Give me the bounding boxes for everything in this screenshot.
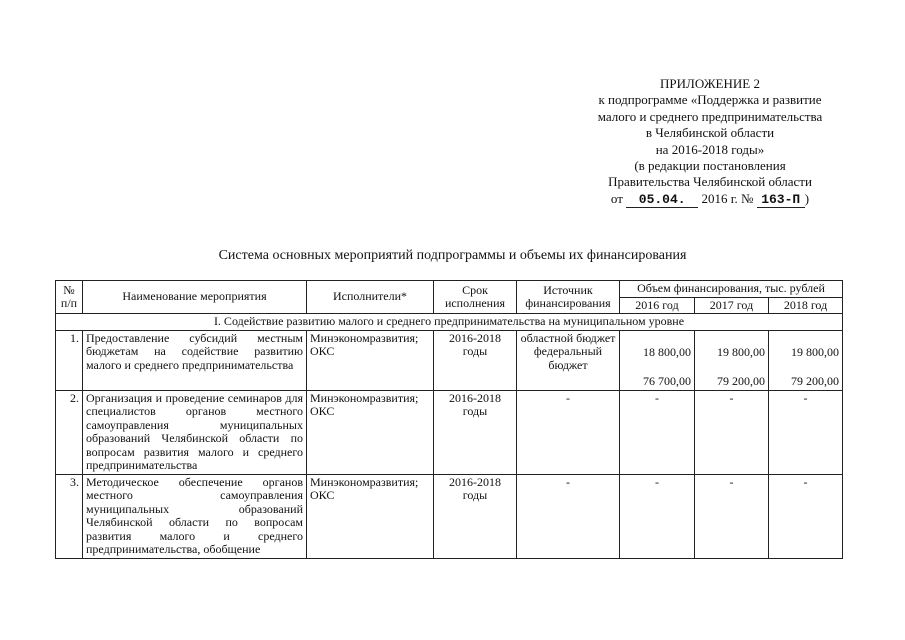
row-source [517,330,620,390]
row-source: - [517,390,620,474]
row-2017 [695,330,769,390]
col-header-source: Источник финансирования [517,281,620,314]
col-header-name: Наименование мероприятия [83,281,307,314]
row-2016-regional: 18 800,00 [643,344,691,359]
col-header-2016: 2016 год [620,297,695,314]
appendix-line-1: ПРИЛОЖЕНИЕ 2 [660,76,760,91]
row-term: 2016-2018 годы [434,330,517,390]
col-header-2017: 2017 год [695,297,769,314]
appendix-line-7: Правительства Челябинской области [608,174,812,190]
row-term: 2016-2018 годы [434,474,517,558]
closing-paren: ) [804,190,810,206]
table-row [56,474,843,558]
table-row [56,330,843,390]
col-header-volume: Объем финансирования, тыс. рублей [620,281,843,298]
resolution-year: 2016 г. № [701,190,754,206]
appendix-line-5: на 2016-2018 годы» [655,141,765,157]
row-source: - [517,474,620,558]
table-row [56,390,843,474]
row-2018 [769,330,843,390]
document-title: Система основных мероприятий подпрограммы и объемы их финансирования [218,248,687,263]
row-executors: Минэкономразвития; ОКС [307,330,434,390]
row-source-federal: федеральный бюджет [533,344,603,372]
measures-table [55,280,843,559]
section-title: I. Содействие развитию малого и среднего предпринимательства на муниципальном уровне [56,314,843,331]
row-name: Методическое обеспечение органов местного самоуправления муниципальных образований Челябинской области по вопросам развития малого и среднего предпринимательства, обобщение [83,474,307,558]
row-2016-federal: 76 700,00 [643,374,691,388]
resolution-date-line [560,191,860,208]
appendix-line-2: к подпрограмме «Поддержка и развитие [598,92,822,108]
row-2018: - [769,390,843,474]
appendix-header [560,76,860,208]
row-term: 2016-2018 годы [434,390,517,474]
row-executors: Минэкономразвития; ОКС [307,474,434,558]
col-header-term: Срок исполнения [434,281,517,314]
row-executors: Минэкономразвития; ОКС [307,390,434,474]
appendix-line-4: в Челябинской области [645,125,775,141]
resolution-number-stamp: 163-П [761,191,801,207]
header-row-1 [56,281,843,298]
row-2016: - [620,474,695,558]
row-2017: - [695,390,769,474]
col-header-executors: Исполнители* [307,281,434,314]
section-row [56,314,843,331]
row-name: Предоставление субсидий местным бюджетам на содействие развитию малого и среднего предпринимательства [83,330,307,390]
row-2017-regional: 19 800,00 [717,344,765,359]
row-2016: - [620,390,695,474]
row-2018-federal: 79 200,00 [791,374,840,388]
col-header-2018: 2018 год [769,297,843,314]
row-num: 1. [56,330,83,390]
from-prefix: от [610,190,623,206]
col-header-num: № п/п [56,281,83,314]
resolution-date-stamp: 05.04. [638,191,686,207]
row-2018: - [769,474,843,558]
row-2018-regional: 19 800,00 [791,344,840,359]
row-source-regional: областной бюджет [520,330,616,345]
row-num: 3. [56,474,83,558]
appendix-line-6: (в редакции постановления [634,158,786,174]
row-2017-federal: 79 200,00 [717,374,765,388]
row-2016 [620,330,695,390]
row-name: Организация и проведение семинаров для специалистов органов местного самоуправления муниципальных образований Челябинской области по вопросам развития малого и среднего предпринимательства [83,390,307,474]
appendix-line-3: малого и среднего предпринимательства [597,108,823,124]
row-num: 2. [56,390,83,474]
row-2017: - [695,474,769,558]
